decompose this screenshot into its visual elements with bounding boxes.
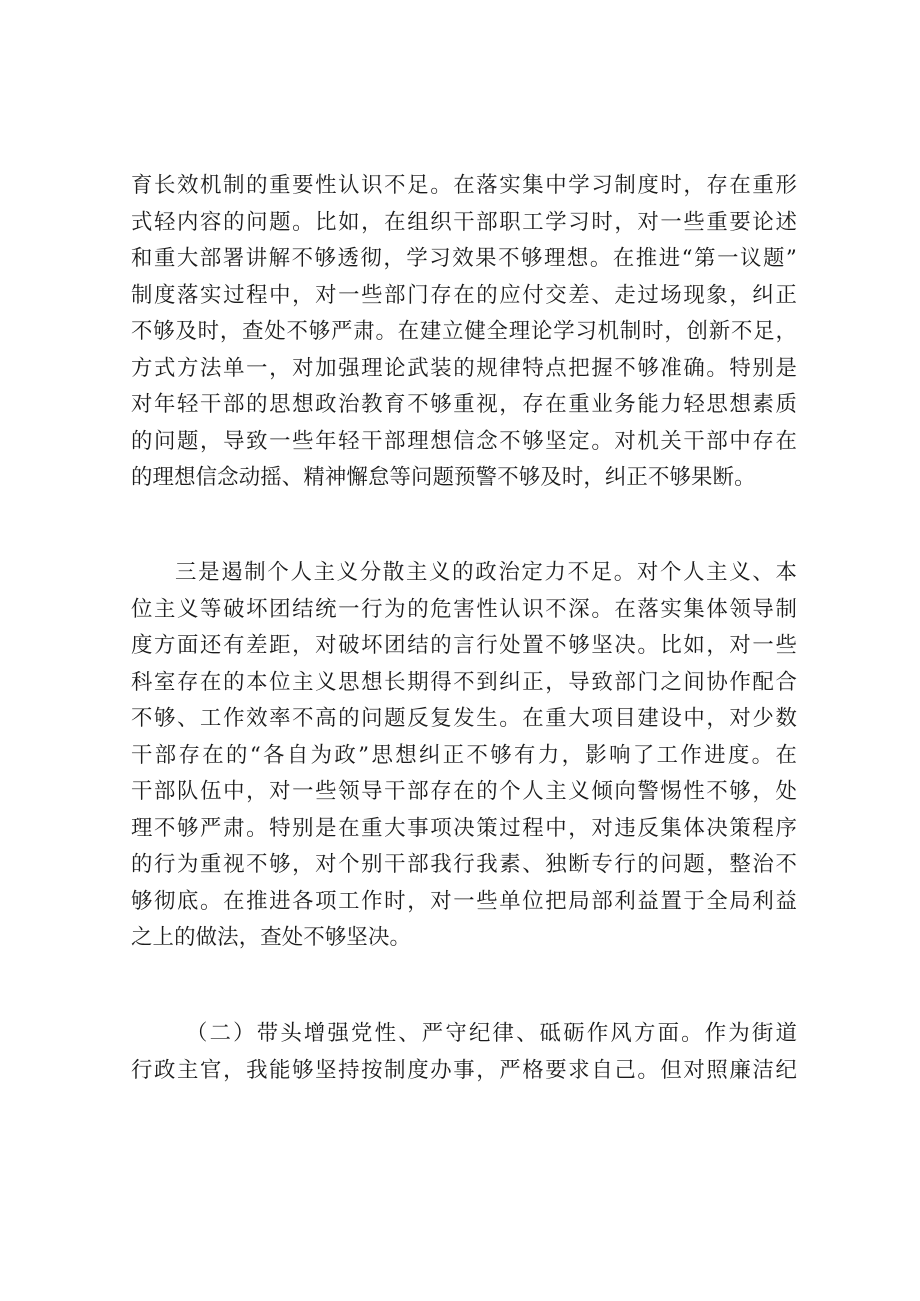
- text-line: 够彻底。在推进各项工作时，对一些单位把局部利益置于全局利益: [131, 888, 797, 914]
- text-line: 对年轻干部的思想政治教育不够重视，存在重业务能力轻思想素质: [131, 392, 797, 417]
- text-line: 三是遏制个人主义分散主义的政治定力不足。对个人主义、本: [175, 560, 797, 585]
- paragraph-party-discipline: [131, 1016, 797, 1089]
- text-line: 的理想信念动摇、精神懈怠等问题预警不够及时，纠正不够果断。: [131, 465, 756, 490]
- text-line: 的问题，导致一些年轻干部理想信念不够坚定。对机关干部中存在: [131, 428, 797, 454]
- text-line: 干部存在的“各自为政”思想纠正不够有力，影响了工作进度。在: [131, 742, 797, 768]
- text-line: 度方面还有差距，对破坏团结的言行处置不够坚决。比如，对一些: [131, 633, 797, 658]
- text-line: 位主义等破坏团结统一行为的危害性认识不深。在落实集体领导制: [131, 596, 797, 622]
- text-line: 科室存在的本位主义思想长期得不到纠正，导致部门之间协作配合: [131, 669, 797, 695]
- text-line: 之上的做法，查处不够坚决。: [131, 925, 412, 950]
- text-line: 理不够严肃。特别是在重大事项决策过程中，对违反集体决策程序: [131, 815, 797, 841]
- text-line: 干部队伍中，对一些领导干部存在的个人主义倾向警惕性不够，处: [131, 779, 797, 804]
- paragraph-theory-study: [131, 168, 797, 497]
- text-line: 行政主官，我能够坚持按制度办事，严格要求自己。但对照廉洁纪: [131, 1057, 797, 1083]
- text-line: 育长效机制的重要性认识不足。在落实集中学习制度时，存在重形: [131, 173, 797, 198]
- text-line: （二）带头增强党性、严守纪律、砥砺作风方面。作为街道: [186, 1021, 797, 1046]
- text-line: 制度落实过程中，对一些部门存在的应付交差、走过场现象，纠正: [131, 282, 797, 308]
- text-line: 不够、工作效率不高的问题反复发生。在重大项目建设中，对少数: [131, 706, 797, 731]
- paragraph-individualism: [131, 555, 797, 957]
- text-line: 不够及时，查处不够严肃。在建立健全理论学习机制时，创新不足，: [131, 319, 797, 344]
- text-line: 的行为重视不够，对个别干部我行我素、独断专行的问题，整治不: [131, 852, 797, 877]
- text-line: 方式方法单一，对加强理论武装的规律特点把握不够准确。特别是: [131, 355, 797, 381]
- text-line: 式轻内容的问题。比如，在组织干部职工学习时，对一些重要论述: [131, 209, 797, 235]
- text-line: 和重大部署讲解不够透彻，学习效果不够理想。在推进“第一议题”: [131, 246, 797, 271]
